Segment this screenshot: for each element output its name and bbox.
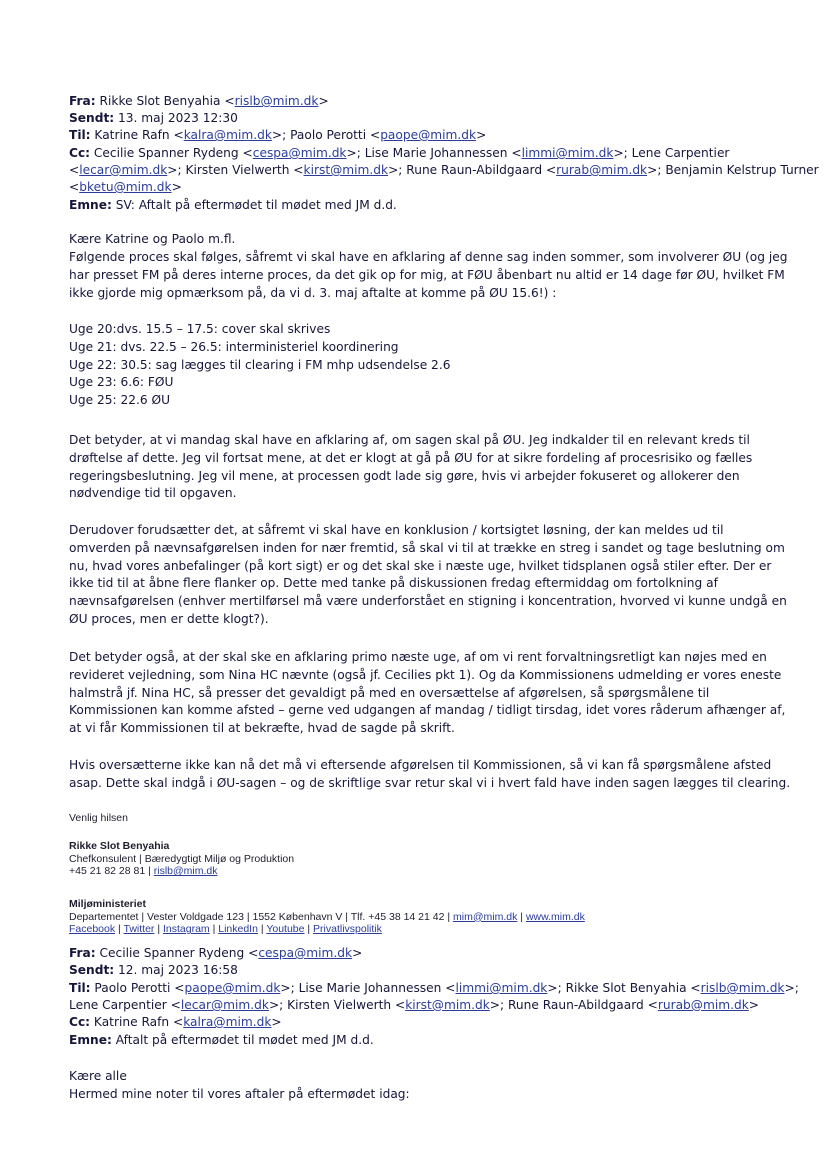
facebook-link[interactable]: Facebook (69, 923, 116, 936)
text-line: Hermed mine noter til vores aftaler på eftermødet idag: (69, 1086, 410, 1101)
signature-name: Rikke Slot Benyahia (69, 840, 170, 852)
cc-label: Cc: (69, 1015, 91, 1029)
from-name: Rikke Slot Benyahia (99, 94, 221, 108)
text-line: Kommissionen kan komme afsted – gerne ved udgangen af mandag / tidligt tirsdag, idet vores råderum afhænger af, (69, 703, 786, 718)
linkedin-link[interactable]: LinkedIn (218, 923, 258, 936)
to-label: Til: (69, 128, 91, 142)
youtube-link[interactable]: Youtube (266, 923, 305, 936)
from-label: Fra: (69, 94, 96, 108)
from-email-link[interactable]: cespa@mim.dk (258, 946, 353, 960)
cc-email-link[interactable]: rurab@mim.dk (556, 163, 648, 177)
email2-body (69, 1068, 789, 1104)
email1-paragraph-1 (69, 432, 789, 503)
cc-email-link[interactable]: lecar@mim.dk (79, 163, 168, 177)
from-label: Fra: (69, 946, 96, 960)
text-line: ikke tid til at åbne flere flanker op. Dette med tanke på diskussionen fredag eftermiddag om fortolkning af (69, 576, 718, 591)
text-line: Hvis oversætterne ikke kan nå det må vi eftersende afgørelsen til Kommissionen, så vi kan få spørgsmålene afsted (69, 758, 772, 772)
recipient-name: Lise Marie Johannessen (298, 981, 442, 995)
email2-cc-line: Cc: Katrine Rafn <kalra@mim.dk> (69, 1015, 282, 1029)
recipient-name: Rune Raun-Abildgaard (507, 998, 644, 1012)
email1-paragraph-3 (69, 649, 789, 738)
recipient-email-link[interactable]: kirst@mim.dk (405, 998, 490, 1012)
org-email-link[interactable]: mim@mim.dk (453, 910, 518, 923)
recipient-name: Paolo Perotti (94, 981, 171, 995)
cc-name: Benjamin Kelstrup Turner (665, 163, 819, 177)
privacy-policy-link[interactable]: Privatlivspolitik (313, 923, 382, 936)
text-line: ikke gjorde mig opmærksom på, da vi d. 3. maj aftalte at komme på ØU 15.6!) : (69, 285, 557, 300)
email1-subject-line (69, 197, 397, 213)
from-email-link[interactable]: rislb@mim.dk (234, 94, 319, 108)
recipient-name: Lene Carpentier (69, 998, 167, 1012)
text-line: Det betyder, at vi mandag skal have en afklaring af, om sagen skal på ØU. Jeg indkalder til en relevant kreds til (69, 433, 750, 447)
email1-paragraph-2 (69, 522, 789, 629)
org-website-link[interactable]: www.mim.dk (525, 910, 585, 923)
recipient-email-link[interactable]: rislb@mim.dk (700, 981, 785, 995)
recipient-name: Kirsten Vielwerth (287, 998, 392, 1012)
schedule-line: Uge 21: dvs. 22.5 – 26.5: interministeriel koordinering (69, 339, 399, 354)
email1-greeting (69, 231, 789, 249)
email1-schedule (69, 321, 789, 410)
email1-to-line: Til: Katrine Rafn <kalra@mim.dk>; Paolo Perotti <paope@mim.dk> (69, 128, 487, 142)
sent-label: Sendt: (69, 963, 115, 977)
cc-label: Cc: (69, 146, 91, 160)
recipient-name: Katrine Rafn (94, 128, 170, 142)
signature-title: Chefkonsulent | Bæredygtigt Miljø og Produktion (69, 852, 295, 865)
separator: | (520, 910, 524, 923)
cc-name: Cecilie Spanner Rydeng (93, 146, 239, 160)
signature-email-link[interactable]: rislb@mim.dk (153, 865, 218, 878)
text-line: omverden på nævnsafgørelsen inden for nær fremtid, så skal vi til at trække en streg i sandet og tage beslutning om (69, 540, 785, 555)
text-line: nævnsafgørelsen (enhver mertilførsel må være underforstået en stigning i koncentration, hvorved vi kunne undgå en (69, 594, 787, 609)
email2-subject-line (69, 1032, 374, 1048)
recipient-email-link[interactable]: paope@mim.dk (380, 128, 477, 142)
email2-to-line-2: Lene Carpentier <lecar@mim.dk>; Kirsten Vielwerth <kirst@mim.dk>; Rune Raun-Abildgaard <rurab@mim.dk> (69, 998, 759, 1012)
sent-value: 13. maj 2023 12:30 (118, 111, 238, 125)
schedule-line: Uge 25: 22.6 ØU (69, 393, 171, 408)
text-line: har presset FM på deres interne proces, da det gik op for mig, at FØU åbenbart nu altid er 14 dage før ØU, hvilket FM (69, 267, 785, 282)
to-label: Til: (69, 981, 91, 995)
schedule-line: Uge 20:dvs. 15.5 – 17.5: cover skal skrives (69, 322, 331, 336)
closing: Venlig hilsen (69, 812, 128, 824)
text-line: halmstrå jf. Nina HC, så presser det gevaldigt på med en oversættelse af afgørelsen, så spørgsmålene til (69, 685, 710, 700)
email2-to-line: Til: Paolo Perotti <paope@mim.dk>; Lise Marie Johannessen <limmi@mim.dk>; Rikke Slot Benyahia <rislb@mim.dk>; (69, 981, 799, 995)
subject-value: SV: Aftalt på eftermødet til mødet med JM d.d. (115, 198, 397, 212)
recipient-name: Rikke Slot Benyahia (565, 981, 687, 995)
greeting-text: Kære alle (69, 1069, 127, 1083)
organization-block: Miljøministeriet Departementet | Vester Voldgade 123 | 1552 København V | Tlf. +45 38 14 21 42 | mim@mim.dk | www.mim.dk Facebook | Twitter | Instagram | LinkedIn | Youtube | Privatlivspolitik (69, 898, 585, 936)
subject-label: Emne: (69, 198, 112, 212)
recipient-email-link[interactable]: kalra@mim.dk (183, 128, 272, 142)
email2-from-line: Fra: Cecilie Spanner Rydeng <cespa@mim.dk> (69, 946, 363, 960)
text-line: nødvendige tid til opgaven. (69, 486, 237, 501)
cc-name: Rune Raun-Abildgaard (406, 163, 543, 177)
text-line: regeringsbeslutning. Jeg vil mene, at processen godt lade sig gøre, hvis vi arbejder fokuseret og allokerer den (69, 468, 740, 483)
recipient-email-link[interactable]: lecar@mim.dk (180, 998, 269, 1012)
recipient-email-link[interactable]: limmi@mim.dk (455, 981, 548, 995)
twitter-link[interactable]: Twitter (123, 923, 155, 936)
email1-cc-line: Cc: Cecilie Spanner Rydeng <cespa@mim.dk>; Lise Marie Johannessen <limmi@mim.dk>; Lene Carpentier (69, 146, 730, 160)
text-line: revideret vejledning, som Nina HC nævnte (også jf. Cecilies pkt 1). Og da Kommissionens udmelding er vores eneste (69, 667, 782, 682)
cc-email-link[interactable]: limmi@mim.dk (521, 146, 614, 160)
email1-sent-line (69, 110, 238, 126)
text-line: drøftelse af dette. Jeg vil fortsat mene, at det er klogt at gå på ØU for at sikre fordeling af procesrisiko og fælles (69, 450, 753, 465)
recipient-email-link[interactable]: paope@mim.dk (184, 981, 281, 995)
text-line: asap. Dette skal indgå i ØU-sagen – og de skriftlige svar retur skal vi i hvert fald have inden sagen lægges til clearing. (69, 775, 791, 790)
cc-email-link[interactable]: cespa@mim.dk (252, 146, 347, 160)
email1-paragraph-4 (69, 757, 789, 793)
instagram-link[interactable]: Instagram (162, 923, 210, 936)
recipient-email-link[interactable]: rurab@mim.dk (657, 998, 749, 1012)
text-line: Følgende proces skal følges, såfremt vi skal have en afklaring af denne sag inden sommer, som involverer ØU (og jeg (69, 250, 788, 264)
text-line: ØU proces, men er dette klogt?). (69, 611, 269, 626)
text-line: at vi får Kommissionen til at bekræfte, hvad de sagde på skrift. (69, 721, 455, 736)
email1-cc-line-3: <bketu@mim.dk> (69, 180, 182, 194)
signature-phone: +45 21 82 28 81 | (69, 865, 151, 878)
email1-cc-line-2: <lecar@mim.dk>; Kirsten Vielwerth <kirst@mim.dk>; Rune Raun-Abildgaard <rurab@mim.dk>; Benjamin Kelstrup Turner (69, 163, 819, 177)
org-name: Miljøministeriet (69, 898, 147, 910)
schedule-line: Uge 22: 30.5: sag lægges til clearing i FM mhp udsendelse 2.6 (69, 357, 451, 372)
cc-email-link[interactable]: bketu@mim.dk (79, 180, 172, 194)
from-name: Cecilie Spanner Rydeng (99, 946, 245, 960)
text-line: Derudover forudsætter det, at såfremt vi skal have en konklusion / kortsigtet løsning, der kan meldes ud til (69, 523, 724, 537)
org-address: Departementet | Vester Voldgade 123 | 1552 København V | Tlf. +45 38 14 21 42 | (69, 910, 451, 923)
text-line: Det betyder også, at der skal ske en afklaring primo næste uge, af om vi rent forvaltningsretligt kan nøjes med en (69, 650, 767, 664)
cc-name: Lene Carpentier (631, 146, 730, 160)
cc-email-link[interactable]: kalra@mim.dk (183, 1015, 272, 1029)
email2-sent-line (69, 962, 238, 978)
schedule-line: Uge 23: 6.6: FØU (69, 375, 174, 390)
cc-name: Lise Marie Johannessen (364, 146, 508, 160)
email1-intro-paragraph (69, 249, 789, 302)
signature-block (69, 840, 294, 878)
greeting-text: Kære Katrine og Paolo m.fl. (69, 232, 236, 246)
cc-email-link[interactable]: kirst@mim.dk (303, 163, 389, 177)
cc-name: Katrine Rafn (93, 1015, 170, 1029)
sent-label: Sendt: (69, 111, 115, 125)
email1-from-line: Fra: Rikke Slot Benyahia <rislb@mim.dk> (69, 94, 329, 108)
sent-value: 12. maj 2023 16:58 (118, 963, 238, 977)
recipient-name: Paolo Perotti (290, 128, 367, 142)
cc-name: Kirsten Vielwerth (185, 163, 290, 177)
text-line: nu, hvad vores anbefalinger (på kort sigt) er og det skal ske i næste uge, hvilket tidsplanen også stiler efter. Der er (69, 558, 772, 573)
subject-value: Aftalt på eftermødet til mødet med JM d.d. (115, 1033, 374, 1047)
subject-label: Emne: (69, 1033, 112, 1047)
